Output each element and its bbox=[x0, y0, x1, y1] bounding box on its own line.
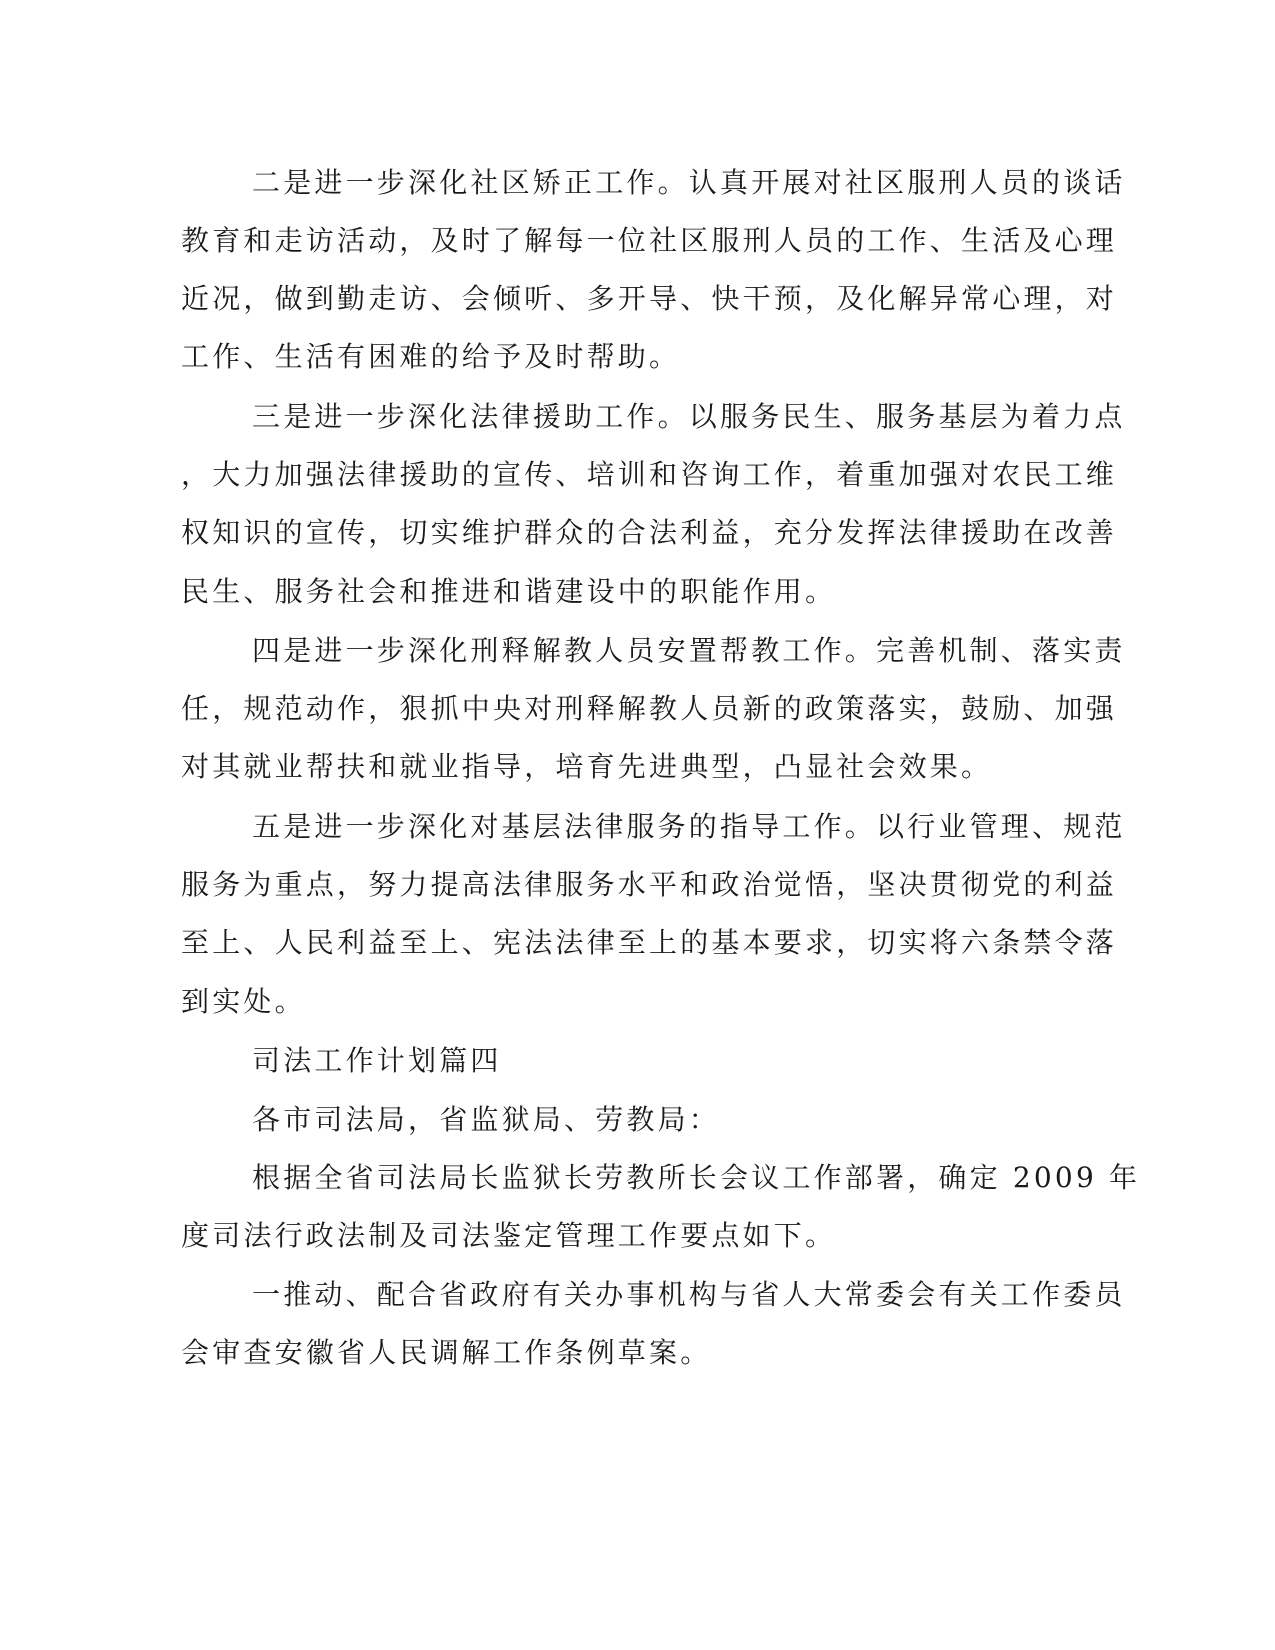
section-heading: 司法工作计划篇四 bbox=[252, 1044, 502, 1077]
text-line: 权知识的宣传，切实维护群众的合法利益，充分发挥法律援助在改善 bbox=[181, 516, 1118, 549]
text-line: 会审查安徽省人民调解工作条例草案。 bbox=[181, 1336, 712, 1369]
text-line: 一推动、配合省政府有关办事机构与省人大常委会有关工作委员 bbox=[252, 1278, 1126, 1311]
text-line: 工作、生活有困难的给予及时帮助。 bbox=[181, 340, 681, 373]
text-line: 任，规范动作，狠抓中央对刑释解教人员新的政策落实，鼓励、加强 bbox=[181, 692, 1118, 725]
text-line: 二是进一步深化社区矫正工作。认真开展对社区服刑人员的谈话 bbox=[252, 166, 1126, 199]
text-line: 三是进一步深化法律援助工作。以服务民生、服务基层为着力点 bbox=[252, 400, 1126, 433]
text-line: 各市司法局，省监狱局、劳教局： bbox=[252, 1103, 721, 1136]
text-line: 教育和走访活动，及时了解每一位社区服刑人员的工作、生活及心理 bbox=[181, 224, 1118, 257]
text-line: 度司法行政法制及司法鉴定管理工作要点如下。 bbox=[181, 1219, 837, 1252]
text-line: 根据全省司法局长监狱长劳教所长会议工作部署，确定 2009 年 bbox=[252, 1161, 1141, 1194]
text-line: 四是进一步深化刑释解教人员安置帮教工作。完善机制、落实责 bbox=[252, 634, 1126, 667]
text-line: 五是进一步深化对基层法律服务的指导工作。以行业管理、规范 bbox=[252, 810, 1126, 843]
text-line: 民生、服务社会和推进和谐建设中的职能作用。 bbox=[181, 575, 837, 608]
text-line: 近况，做到勤走访、会倾听、多开导、快干预，及化解异常心理，对 bbox=[181, 282, 1118, 315]
text-line: 对其就业帮扶和就业指导，培育先进典型，凸显社会效果。 bbox=[181, 750, 993, 783]
text-line: 至上、人民利益至上、宪法法律至上的基本要求，切实将六条禁令落 bbox=[181, 926, 1118, 959]
text-line: ，大力加强法律援助的宣传、培训和咨询工作，着重加强对农民工维 bbox=[181, 458, 1118, 491]
text-line: 服务为重点，努力提高法律服务水平和政治觉悟，坚决贯彻党的利益 bbox=[181, 868, 1118, 901]
text-line: 到实处。 bbox=[181, 985, 306, 1018]
